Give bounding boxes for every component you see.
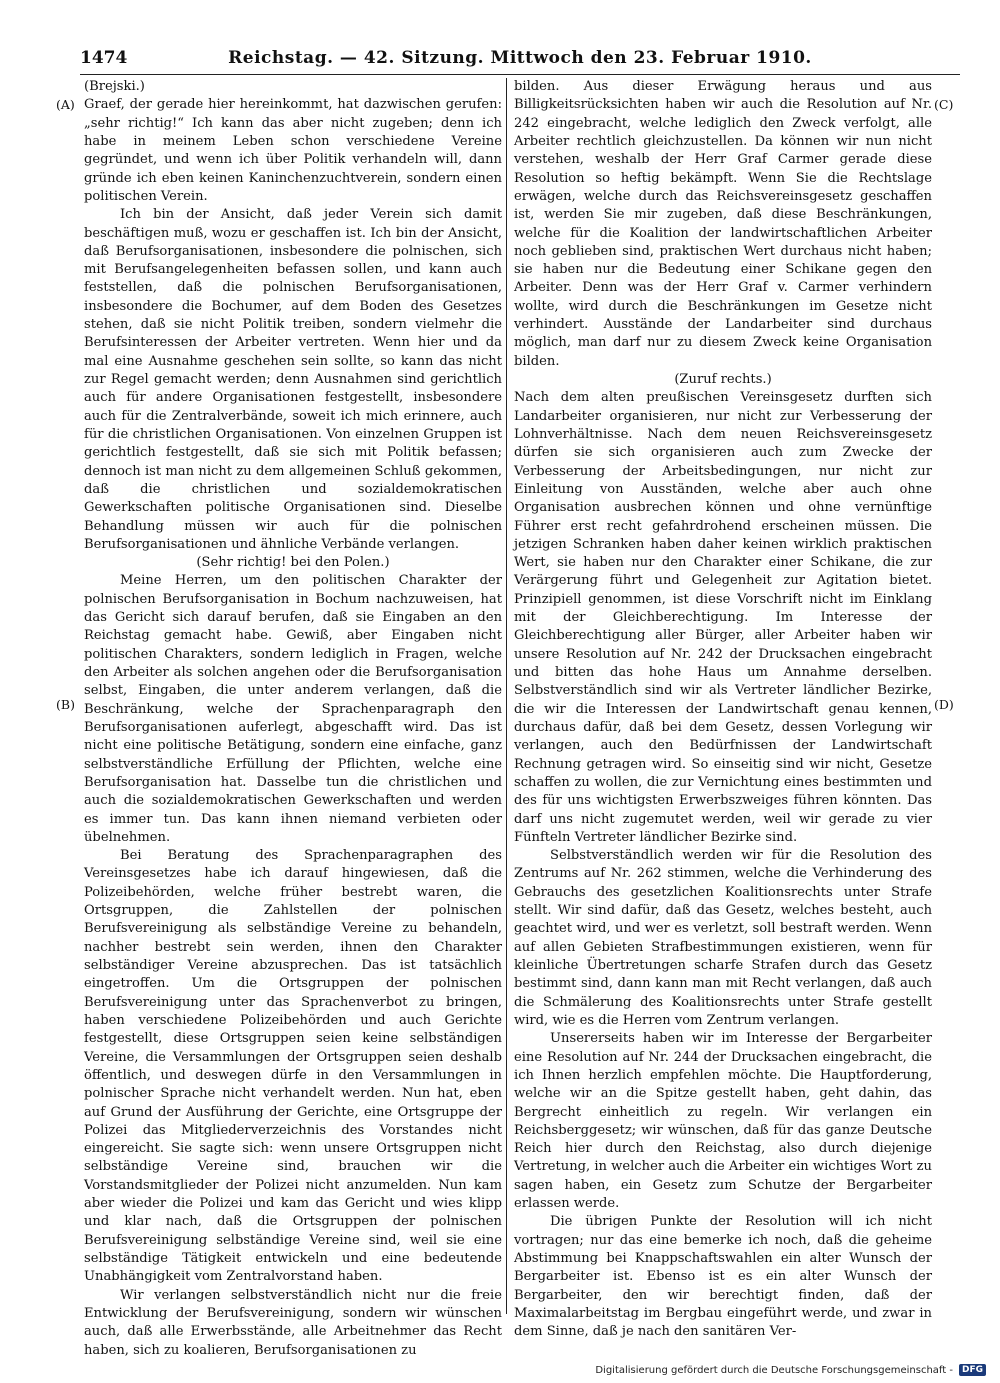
paragraph: Wir verlangen selbstverständlich nicht nur die freie Entwicklung der Berufsvereinigung, sondern wir wünschen auch, daß alle Erwerbsstände, alle Arbeitnehmer das Recht haben, sich zu koalieren, Berufsorganisationen zu — [84, 1287, 502, 1358]
margin-marker-d: (D) — [934, 697, 954, 712]
page-title: Reichstag. — 42. Sitzung. Mittwoch den 23. Februar 1910. — [228, 48, 812, 68]
paragraph: (Zuruf rechts.) — [674, 372, 772, 387]
page-number: 1474 — [80, 48, 128, 68]
paragraph: Graef, der gerade hier hereinkommt, hat dazwischen gerufen: „sehr richtig!“ Ich kann das aber nicht zugeben; denn ich habe in meinem Leben schon verschiedene Vereine gegründet, und wenn ich über Politik verhandeln will, dann gründe ich eben keinen Kaninchenzuchtverein, sondern einen politischen Verein. — [84, 97, 502, 204]
paragraph: Unsererseits haben wir im Interesse der Bergarbeiter eine Resolution auf Nr. 244 der Drucksachen eingebracht, die ich Ihnen herzlich empfehlen möchte. Die Hauptforderung, welche wir an die Spitze gestellt haben, geht dahin, das Bergrecht einheitlich zu regeln. Wir verlangen ein Reichsberggesetz; wir wünschen, daß für das ganze Deutsche Reich hier durch den Reichstag, also durch diejenige Vertretung, in welcher auch die Arbeiter ein wichtiges Wort zu sagen haben, ein Gesetz zum Schutze der Bergarbeiter erlassen werde. — [514, 1031, 932, 1212]
paragraph: Meine Herren, um den politischen Charakter der polnischen Berufsorganisation in Bochum nachzuweisen, hat das Gericht sich darauf berufen, daß sie Eingaben an den Reichstag gemacht habe. Gewiß, aber Eingaben nicht politischen Charakters, sondern lediglich in Fragen, welche den Arbeiter als solchen angehen oder die Berufsorganisation selbst, Eingaben, die unter anderem verlangen, daß die Beschränkung, welche der Sprachenparagraph den Berufsorganisationen auferlegt, abgeschafft wird. Das ist nicht eine politische Betätigung, sondern eine einfache, ganz selbstverständliche Erfüllung der Pflichten, welche eine Berufsorganisation hat. Dasselbe tun die christlichen und auch die sozialdemokratischen Gewerkschaften und werden es immer tun. Das kann ihnen niemand verbieten oder übelnehmen. — [84, 573, 502, 845]
paragraph: Selbstverständlich werden wir für die Resolution des Zentrums auf Nr. 262 stimmen, welche die Verhinderung des Gebrauchs des gesetzlichen Koalitionsrechts unter Strafe stellt. Wir sind dafür, daß das Gesetz, welches besteht, auch geachtet wird, und wer es verletzt, soll bestraft werden. Wenn auf allen Gebieten Strafbestimmungen existieren, wenn für kleinliche Übertretungen scharfe Strafen durch das Gesetz bestimmt sind, dann kann man mit Recht verlangen, daß auch die Schmälerung des Koalitionsrechts unter Strafe gestellt wird, wie es die Herren vom Zentrum verlangen. — [514, 848, 932, 1028]
margin-marker-a: (A) — [56, 97, 75, 112]
margin-marker-b: (B) — [56, 697, 75, 712]
column-divider — [506, 78, 507, 1314]
margin-marker-c: (C) — [934, 97, 954, 112]
paragraph: bilden. Aus dieser Erwägung heraus und aus Billigkeitsrücksichten haben wir auch die Resolution auf Nr. 242 eingebracht, welche lediglich den Zweck verfolgt, alle Arbeiter rechtlich gleichzustellen. Da können wir nun nicht verstehen, weshalb der Herr Graf Carmer gerade diese Resolution so heftig bekämpft. Wenn Sie die Rechtslage erwägen, welche durch das Reichsvereinsgesetz geschaffen ist, werden Sie mir zugeben, daß diese Beschränkungen, welche für die Koalition der landwirtschaftlichen Arbeiter noch geblieben sind, praktischen Wert durchaus nicht haben; sie haben nur die Bedeutung einer Schikane gegen den Arbeiter. Denn was der Herr Graf v. Carmer verhindern wollte, wird durch die Beschränkungen im Gesetze nicht verhindert. Ausstände der Landarbeiter sind durchaus möglich, man darf nur zu diesem Zweck keine Organisation bilden. — [514, 79, 932, 369]
paragraph: (Sehr richtig! bei den Polen.) — [196, 555, 390, 571]
footer-credit — [595, 1364, 986, 1376]
left-text-column — [84, 78, 502, 1360]
dfg-logo: DFG — [959, 1364, 986, 1376]
page-header — [80, 48, 960, 75]
paragraph: Ich bin der Ansicht, daß jeder Verein sich damit beschäftigen muß, wozu er geschaffen ist. Ich bin der Ansicht, daß Berufsorganisationen, insbesondere die polnischen, sich mit Berufsangelegenheiten befassen sollen, und kann auch feststellen, daß die polnischen Berufsorganisationen, insbesondere die Bochumer, auf dem Boden des Gesetzes stehen, daß sie nicht Politik treiben, sondern vielmehr die Berufsinteressen der Arbeiter vertreten. Wenn hier und da mal eine Ausnahme geschehen sein sollte, so kann das nicht zur Regel gemacht werden; denn Ausnahmen sind gerichtlich auch für andere Organisationen festgestellt, insbesondere auch für die Zentralverbände, soweit ich mich erinnere, auch für die christlichen Organisationen. Von einzelnen Gruppen ist gerichtlich festgestellt, daß sie sich mit Politik befassen; dennoch ist man nicht zu dem allgemeinen Schluß gekommen, daß die christlichen und sozialdemokratischen Gewerkschaften politische Organisationen sind. Dieselbe Behandlung müssen wir auch für die polnischen Berufsorganisationen und ähnliche Verbände verlangen. — [84, 207, 502, 552]
paragraph: Bei Beratung des Sprachenparagraphen des Vereinsgesetzes habe ich darauf hingewiesen, daß die Polizeibehörden, welche früher bestrebt waren, die Ortsgruppen, die Zahlstellen der polnischen Berufsvereinigung als selbständige Vereine zu behandeln, nachher bestrebt sein werden, ihnen den Charakter selbständiger Vereine abzusprechen. Das ist tatsächlich eingetroffen. Um die Ortsgruppen der polnischen Berufsvereinigung unter das Sprachenverbot zu bringen, haben verschiedene Polizeibehörden und auch Gerichte festgestellt, diese Ortsgruppen seien keine selbständigen Vereine, die Versammlungen der Ortsgruppen seien deshalb öffentlich, und deswegen dürfe in den Versammlungen in polnischer Sprache nicht verhandelt werden. Nun hat, eben auf Grund der Ausführung der Gerichte, eine Ortsgruppe der Polizei das Mitgliederverzeichnis des Vorstandes nicht eingereicht. Sie sagte sich: wenn unsere Ortsgruppen nicht selbständige Vereine sind, brauchen wir die Vorstandsmitglieder der Polizei nicht anzumelden. Nun kam aber wieder die Polizei und kam das Gericht und wies klipp und klar nach, daß die Ortsgruppen der polnischen Berufsvereinigung selbständige Vereine sind, weil sie eine selbständige Tätigkeit entwickeln und eine bedeutende Unabhängigkeit vom Zentralvorstand haben. — [84, 848, 502, 1285]
paragraph: Nach dem alten preußischen Vereinsgesetz durften sich Landarbeiter organisieren, nur nicht zur Verbesserung der Lohnverhältnisse. Nach dem neuen Reichsvereinsgesetz dürfen sie sich organisieren auch zum Zwecke der Verbesserung der Arbeitsbedingungen, nur nicht zur Einleitung von Ausständen, welche aber auch ohne Organisation ausbrechen können und ohne vernünftige Führer erst recht gefahrdrohend erscheinen müssen. Die jetzigen Schranken haben daher keinen wirklich praktischen Wert, sie haben nur den Charakter einer Schikane, die zur Verärgerung führt und Gelegenheit zur Agitation bietet. Prinzipiell genommen, ist diese Vorschrift nicht im Einklang mit der Gleichberechtigung. Im Interesse der Gleichberechtigung aller Bürger, aller Arbeiter haben wir unsere Resolution auf Nr. 242 der Drucksachen eingebracht und bitten das hohe Haus um Annahme derselben. Selbstverständlich sind wir als Vertreter ländlicher Bezirke, die wir die Interessen der Landwirtschaft genau kennen, durchaus dafür, daß bei dem Gesetz, dessen Vorlegung wir verlangen, auch den Bedürfnissen der Landwirtschaft Rechnung getragen wird. So einseitig sind wir nicht, Gesetze schaffen zu wollen, die zur Vernichtung eines bestimmten und des für uns wichtigsten Erwerbszweiges führen könnten. Das darf uns nicht zugemutet werden, weil wir gerade zu vier Fünfteln Vertreter ländlicher Bezirke sind. — [514, 390, 932, 845]
footer-text: Digitalisierung gefördert durch die Deutsche Forschungsgemeinschaft - — [595, 1364, 953, 1376]
right-text-column — [514, 78, 932, 1342]
paragraph: (Brejski.) — [84, 79, 145, 94]
paragraph: Die übrigen Punkte der Resolution will ich nicht vortragen; nur das eine bemerke ich noch, daß die geheime Abstimmung bei Knappschaftswahlen ein alter Wunsch der Bergarbeiter ist. Ebenso ist es ein alter Wunsch der Bergarbeiter, den wir berechtigt finden, daß der Maximalarbeitstag im Bergbau eingeführt werde, und zwar in dem Sinne, daß je nach den sanitären Ver- — [514, 1214, 932, 1340]
